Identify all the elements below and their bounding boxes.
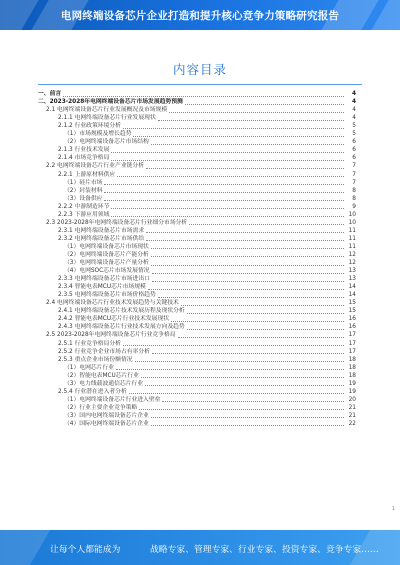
- toc-entry-title: 2.3.3 电网终端设备芯片市场进出口: [58, 276, 150, 283]
- toc-entry-title: 2.3.1 电网终端设备芯片市场需求: [58, 227, 145, 234]
- toc-leader-dots: [169, 112, 344, 113]
- toc-leader-dots: [104, 184, 344, 185]
- toc-leader-dots: [178, 337, 344, 338]
- header-band: [0, 0, 400, 30]
- toc-entry-title: 二、2023-2028年电网终端设备芯片市场发展趋势预测: [38, 99, 183, 106]
- toc-entry-page: 13: [348, 268, 356, 275]
- toc-leader-dots: [151, 144, 344, 145]
- toc-entry-title: （2）智能电表MCU芯片行业: [64, 372, 139, 379]
- toc-entry-page: 18: [348, 372, 356, 379]
- toc-entry-title: （2）电网终端设备芯片产能分析: [64, 251, 149, 258]
- toc-entry[interactable]: [38, 315, 356, 323]
- toc-entry-title: 2.3.2 电网终端设备芯片市场供给: [58, 235, 145, 242]
- table-of-contents: [38, 90, 356, 428]
- toc-leader-dots: [111, 216, 344, 217]
- toc-leader-dots: [104, 192, 344, 193]
- toc-entry[interactable]: [38, 356, 356, 364]
- toc-entry-page: 8: [352, 195, 356, 202]
- toc-leader-dots: [123, 345, 344, 346]
- toc-entry-page: 7: [352, 179, 356, 186]
- toc-entry[interactable]: [38, 388, 356, 396]
- toc-entry[interactable]: [38, 372, 356, 380]
- toc-entry-title: 2.2 电网终端设备芯片行业产业链分析: [46, 163, 145, 170]
- toc-entry[interactable]: [38, 187, 356, 195]
- toc-entry[interactable]: [38, 138, 356, 146]
- toc-entry-title: （3）电网终端设备芯片产量分析: [64, 260, 149, 267]
- toc-entry-page: 6: [352, 147, 356, 154]
- toc-entry-page: 17: [348, 348, 356, 355]
- toc-entry-title: 2.1.1 电网终端设备芯片行业发展现状: [58, 115, 156, 122]
- toc-entry-page: 19: [348, 380, 356, 387]
- toc-entry-title: 2.4.2 智能电表MCU芯片行业技术发展现状: [58, 316, 170, 323]
- toc-leader-dots: [111, 152, 344, 153]
- toc-entry-title: 2.3.5 电网终端设备芯片市场价格趋势: [58, 292, 156, 299]
- toc-entry-page: 21: [348, 404, 356, 411]
- toc-leader-dots: [146, 240, 344, 241]
- toc-entry-page: 7: [352, 163, 356, 170]
- toc-entry-page: 10: [348, 219, 356, 226]
- toc-entry[interactable]: [38, 114, 356, 122]
- toc-heading: 内容目录: [172, 62, 227, 77]
- toc-entry[interactable]: [38, 235, 356, 243]
- toc-entry-title: 2.1.3 行业技术发展: [58, 147, 110, 154]
- toc-entry[interactable]: [38, 227, 356, 235]
- toc-leader-dots: [63, 96, 344, 97]
- toc-leader-dots: [146, 168, 344, 169]
- toc-leader-dots: [151, 256, 344, 257]
- toc-entry[interactable]: [38, 154, 356, 162]
- toc-leader-dots: [123, 128, 344, 129]
- toc-entry-title: 2.2.2 中游制造环节: [58, 203, 110, 210]
- toc-divider: [38, 84, 362, 85]
- toc-entry-title: 2.5 2023-2028年电网终端设备芯片行业竞争格局: [46, 332, 176, 339]
- toc-entry-page: 5: [352, 131, 356, 138]
- toc-leader-dots: [111, 160, 344, 161]
- toc-entry-page: 20: [348, 396, 356, 403]
- toc-entry[interactable]: [38, 380, 356, 388]
- toc-entry[interactable]: [38, 404, 356, 412]
- toc-entry[interactable]: [38, 267, 356, 275]
- toc-entry[interactable]: [38, 420, 356, 428]
- toc-entry-title: （4）国际电网终端设备芯片企业: [64, 420, 149, 427]
- toc-entry[interactable]: [38, 243, 356, 251]
- toc-leader-dots: [146, 232, 344, 233]
- toc-entry-page: 16: [348, 324, 356, 331]
- toc-entry[interactable]: [38, 203, 356, 211]
- toc-entry[interactable]: [38, 396, 356, 404]
- toc-leader-dots: [129, 393, 344, 394]
- toc-entry-page: 19: [348, 388, 356, 395]
- toc-entry-title: 2.1.2 行业政策环境分析: [58, 123, 121, 130]
- toc-leader-dots: [158, 297, 344, 298]
- toc-entry-page: 18: [348, 364, 356, 371]
- toc-entry-page: 21: [348, 412, 356, 419]
- footer-band: [0, 530, 400, 565]
- toc-entry-page: 15: [348, 308, 356, 315]
- toc-entry-page: 4: [351, 91, 356, 98]
- toc-entry-page: 6: [352, 155, 356, 162]
- toc-entry-page: 11: [348, 227, 356, 234]
- toc-leader-dots: [104, 200, 344, 201]
- toc-entry-title: （2）行业主要企业竞争策略: [64, 404, 138, 411]
- toc-entry-page: 7: [352, 171, 356, 178]
- toc-leader-dots: [181, 305, 344, 306]
- toc-entry[interactable]: [38, 219, 356, 227]
- toc-entry-page: 12: [348, 251, 356, 258]
- toc-entry-title: 2.2.3 下游应用领域: [58, 211, 110, 218]
- toc-entry[interactable]: [38, 179, 356, 187]
- toc-entry-title: （3）国内电网终端设备芯片企业: [64, 412, 149, 419]
- toc-entry-page: 17: [348, 340, 356, 347]
- toc-entry[interactable]: [38, 259, 356, 267]
- toc-leader-dots: [152, 273, 344, 274]
- report-title: 电网终端设备芯片企业打造和提升核心竞争力策略研究报告: [60, 10, 340, 22]
- toc-entry[interactable]: [38, 106, 356, 114]
- toc-entry-title: （1）电网终端设备芯片行业进入壁垒: [64, 396, 161, 403]
- toc-leader-dots: [139, 409, 344, 410]
- toc-entry-page: 6: [352, 139, 356, 146]
- toc-leader-dots: [151, 265, 344, 266]
- toc-entry-page: 8: [352, 187, 356, 194]
- toc-entry-page: 18: [348, 356, 356, 363]
- toc-entry-title: 2.4.3 电网终端设备芯片行业技术发展方向及趋势: [58, 324, 185, 331]
- toc-entry-title: （1）电网芯片行业: [64, 364, 115, 371]
- page-number: 1: [391, 506, 395, 512]
- toc-entry[interactable]: [38, 162, 356, 170]
- toc-entry[interactable]: [38, 348, 356, 356]
- toc-leader-dots: [162, 401, 344, 402]
- toc-entry[interactable]: [38, 339, 356, 347]
- toc-leader-dots: [152, 353, 344, 354]
- toc-entry-page: 14: [348, 292, 356, 299]
- toc-entry-title: 2.5.3 重点企业市场份额情况: [58, 356, 133, 363]
- toc-entry-title: 2.4 电网终端设备芯片行业技术发展趋势与关键技术: [46, 300, 179, 307]
- toc-entry-title: 2.1.4 市场竞争格局: [58, 155, 110, 162]
- toc-entry-title: 2.5.1 行业竞争格局分析: [58, 340, 121, 347]
- toc-entry-page: 17: [348, 332, 356, 339]
- toc-entry-page: 12: [348, 260, 356, 267]
- toc-entry[interactable]: [38, 364, 356, 372]
- toc-leader-dots: [185, 104, 344, 105]
- toc-entry[interactable]: [38, 146, 356, 154]
- toc-entry-page: 11: [348, 235, 356, 242]
- toc-leader-dots: [187, 329, 344, 330]
- toc-entry-page: 4: [352, 107, 356, 114]
- toc-entry-title: 2.5.4 行业潜在进入者分析: [58, 388, 127, 395]
- toc-leader-dots: [158, 120, 344, 121]
- toc-entry[interactable]: [38, 251, 356, 259]
- toc-entry-page: 16: [348, 316, 356, 323]
- toc-leader-dots: [133, 136, 344, 137]
- toc-leader-dots: [141, 377, 344, 378]
- toc-leader-dots: [111, 208, 344, 209]
- toc-entry-title: （4）电网SOC芯片市场发展情况: [64, 268, 150, 275]
- toc-entry[interactable]: [38, 283, 356, 291]
- toc-leader-dots: [135, 361, 344, 362]
- toc-entry[interactable]: [38, 130, 356, 138]
- toc-entry[interactable]: [38, 307, 356, 315]
- toc-entry-page: 22: [348, 420, 356, 427]
- toc-entry-page: 14: [348, 284, 356, 291]
- footer-slogan-right: 战略专家、管理专家、行业专家、投资专家、竞争专家……: [150, 545, 379, 555]
- toc-entry[interactable]: [38, 323, 356, 331]
- toc-entry[interactable]: [38, 195, 356, 203]
- toc-leader-dots: [189, 224, 344, 225]
- toc-entry[interactable]: [38, 412, 356, 420]
- toc-entry-title: 2.3 2023-2028年电网终端设备芯片行业细分市场分析: [46, 219, 188, 226]
- toc-entry[interactable]: [38, 275, 356, 283]
- toc-leader-dots: [145, 385, 344, 386]
- toc-entry-title: （3）电力线载波通信芯片行业: [64, 380, 144, 387]
- toc-entry-page: 5: [352, 123, 356, 130]
- toc-leader-dots: [171, 321, 344, 322]
- toc-entry-page: 4: [351, 99, 356, 106]
- toc-leader-dots: [151, 425, 344, 426]
- toc-entry-title: 2.4.1 电网终端设备芯片技术发展历程及现状分析: [58, 308, 185, 315]
- toc-leader-dots: [117, 176, 344, 177]
- toc-entry[interactable]: [38, 122, 356, 130]
- toc-entry-title: （1）电网终端设备芯片市场现状: [64, 243, 149, 250]
- toc-entry-title: （2）电网终端设备芯片市场结构: [64, 139, 149, 146]
- toc-entry-title: （3）设备供应: [64, 195, 103, 202]
- toc-entry-title: （2）封装材料: [64, 187, 103, 194]
- toc-leader-dots: [151, 248, 344, 249]
- toc-entry[interactable]: [38, 211, 356, 219]
- footer-slogan-left: 让每个人都能成为: [50, 545, 121, 555]
- toc-entry-title: 一、前言: [38, 91, 62, 98]
- toc-entry-page: 10: [348, 211, 356, 218]
- toc-leader-dots: [116, 369, 344, 370]
- toc-leader-dots: [148, 289, 344, 290]
- toc-entry-title: 2.1 电网终端设备芯片行业发展概况及市场规模: [46, 107, 168, 114]
- toc-entry-page: 11: [348, 243, 356, 250]
- toc-entry-title: 2.2.1 上游原材料供应: [58, 171, 116, 178]
- toc-entry[interactable]: [38, 170, 356, 178]
- toc-leader-dots: [152, 281, 344, 282]
- toc-entry[interactable]: [38, 291, 356, 299]
- toc-entry-title: （1）市场规模及增长趋势: [64, 131, 132, 138]
- toc-entry-page: 15: [348, 300, 356, 307]
- toc-leader-dots: [151, 417, 344, 418]
- toc-entry-title: 2.3.4 智能电表MCU芯片市场规模: [58, 284, 146, 291]
- toc-entry-title: （1）硅片市场: [64, 179, 103, 186]
- toc-leader-dots: [187, 313, 344, 314]
- toc-entry-page: 9: [352, 203, 356, 210]
- toc-entry[interactable]: [38, 90, 356, 98]
- toc-entry[interactable]: [38, 331, 356, 339]
- toc-entry-page: 13: [348, 276, 356, 283]
- toc-entry-page: 4: [352, 115, 356, 122]
- toc-entry[interactable]: [38, 299, 356, 307]
- toc-entry[interactable]: [38, 98, 356, 106]
- toc-entry-title: 2.5.2 行业竞争企业市场占有率分析: [58, 348, 150, 355]
